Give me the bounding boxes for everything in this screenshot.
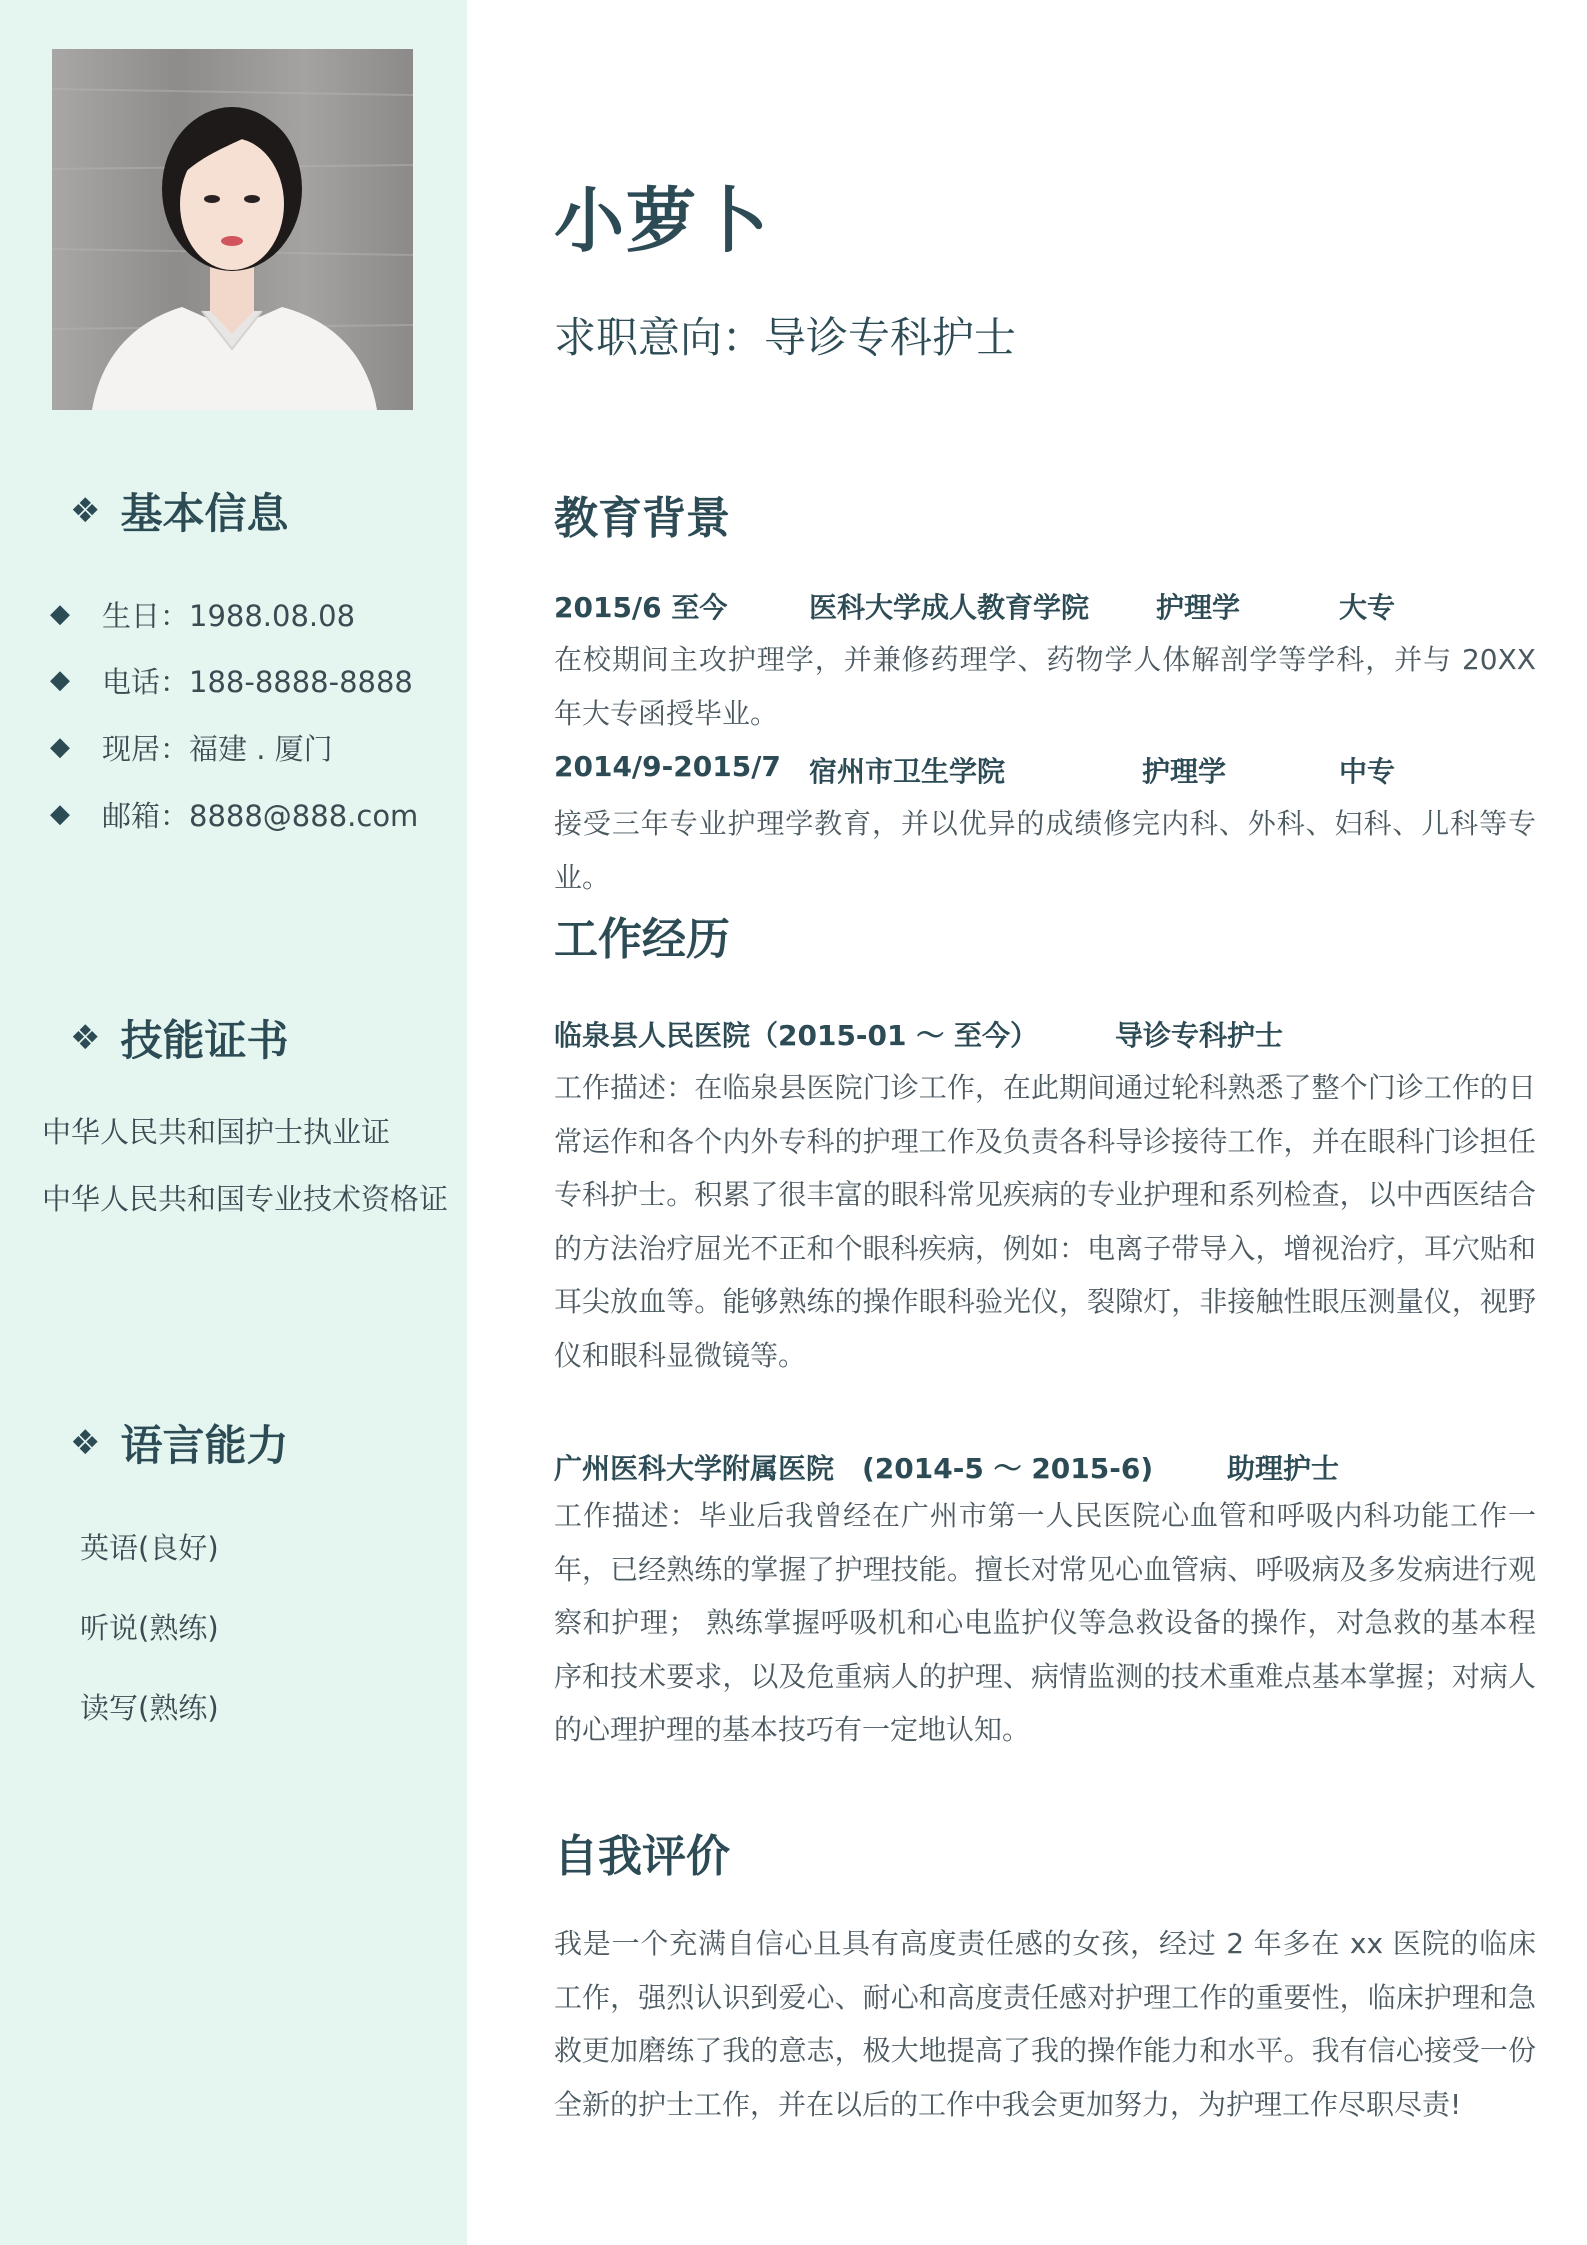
education-description: 在校期间主攻护理学，并兼修药理学、药物学人体解剖学等学科，并与 20XX 年大专函授毕业。 [554,643,1536,730]
education-major: 护理学 [1142,755,1227,788]
basic-info-title: 基本信息 [120,489,289,538]
diamond-bullet-icon: ◆ [50,799,70,829]
education-period: 2014/9-2015/7 [554,750,781,783]
language-item: 英语(良好) [80,1531,219,1565]
work-description: 工作描述：在临泉县医院门诊工作，在此期间通过轮科熟悉了整个门诊工作的日常运作和各个内外专科的护理工作及负责各科导诊接待工作，并在眼科门诊担任专科护士。积累了很丰富的眼科常见疾病的专业护理和系列检查，以中西医结合的方法治疗屈光不正和个眼科疾病，例如：电离子带导入，增视治疗，耳穴贴和耳尖放血等。能够熟练的操作眼科验光仪，裂隙灯，非接触性眼压测量仪，视野仪和眼科显微镜等。 [554,1071,1536,1372]
self-eval-text: 我是一个充满自信心且具有高度责任感的女孩，经过 2 年多在 xx 医院的临床工作，强烈认识到爱心、耐心和高度责任感对护理工作的重要性，临床护理和急救更加磨练了我的意志，极大地提高了我的操作能力和水平。我有信心接受一份全新的护士工作，并在以后的工作中我会更加努力，为护理工作尽职尽责! [554,1927,1536,2121]
work-org: 广州医科大学附属医院 (2014-5 ～ 2015-6) [554,1452,1154,1485]
work-title: 工作经历 [554,914,730,965]
info-residence-text: 现居：福建 . 厦门 [102,731,333,766]
info-email [50,794,418,834]
info-birthday-text: 生日：1988.08.08 [102,598,356,633]
education-title: 教育背景 [554,493,730,544]
info-phone [50,660,413,700]
language-item: 听说(熟练) [80,1611,219,1645]
info-phone-text: 电话：188-8888-8888 [102,664,413,699]
education-major: 护理学 [1156,591,1241,624]
diamond-cluster-icon: ❖ [70,1423,101,1463]
education-description: 接受三年专业护理学教育，并以优异的成绩修完内科、外科、妇科、儿科等专业。 [554,807,1536,894]
sidebar [0,0,467,2245]
info-residence [50,727,333,767]
education-degree: 中专 [1339,755,1396,788]
skills-heading [70,1008,289,1068]
cert-item: 中华人民共和国护士执业证 [42,1115,391,1149]
diamond-bullet-icon: ◆ [50,599,70,629]
education-entry-head [554,586,1396,626]
info-birthday [50,594,355,634]
education-period: 2015/6 至今 [554,591,728,624]
education-entry-head [554,750,1396,790]
language-title: 语言能力 [120,1421,289,1470]
language-heading [70,1413,289,1473]
education-school: 医科大学成人教育学院 [809,591,1090,624]
work-role: 助理护士 [1227,1452,1340,1485]
portrait-illustration [52,49,413,410]
language-item: 读写(熟练) [80,1691,219,1725]
diamond-cluster-icon: ❖ [70,1018,101,1058]
candidate-name: 小萝卜 [554,180,770,262]
work-org: 临泉县人民医院（2015-01 ～ 至今） [554,1019,1039,1052]
info-email-text: 邮箱：8888@888.com [102,798,419,833]
education-school: 宿州市卫生学院 [809,755,1006,788]
diamond-bullet-icon: ◆ [50,732,70,762]
work-role: 导诊专科护士 [1115,1019,1284,1052]
work-description: 工作描述：毕业后我曾经在广州市第一人民医院心血管和呼吸内科功能工作一年，已经熟练的掌握了护理技能。擅长对常见心血管病、呼吸病及多发病进行观察和护理； 熟练掌握呼吸机和心电监护仪等急救设备的操作，对急救的基本程序和技术要求，以及危重病人的护理、病情监测的技术重难点基本掌握；对病人的心理护理的基本技巧有一定地认知。 [554,1499,1536,1746]
work-entry-head [554,1447,1340,1487]
diamond-cluster-icon: ❖ [70,491,101,531]
work-entry-head [554,1014,1284,1054]
profile-photo [52,49,413,410]
skills-title: 技能证书 [120,1016,289,1065]
basic-info-heading [70,481,289,541]
diamond-bullet-icon: ◆ [50,665,70,695]
job-intent: 求职意向：导诊专科护士 [554,313,1017,362]
self-eval-title: 自我评价 [554,1831,730,1882]
cert-item: 中华人民共和国专业技术资格证 [42,1182,449,1216]
education-degree: 大专 [1339,591,1396,624]
